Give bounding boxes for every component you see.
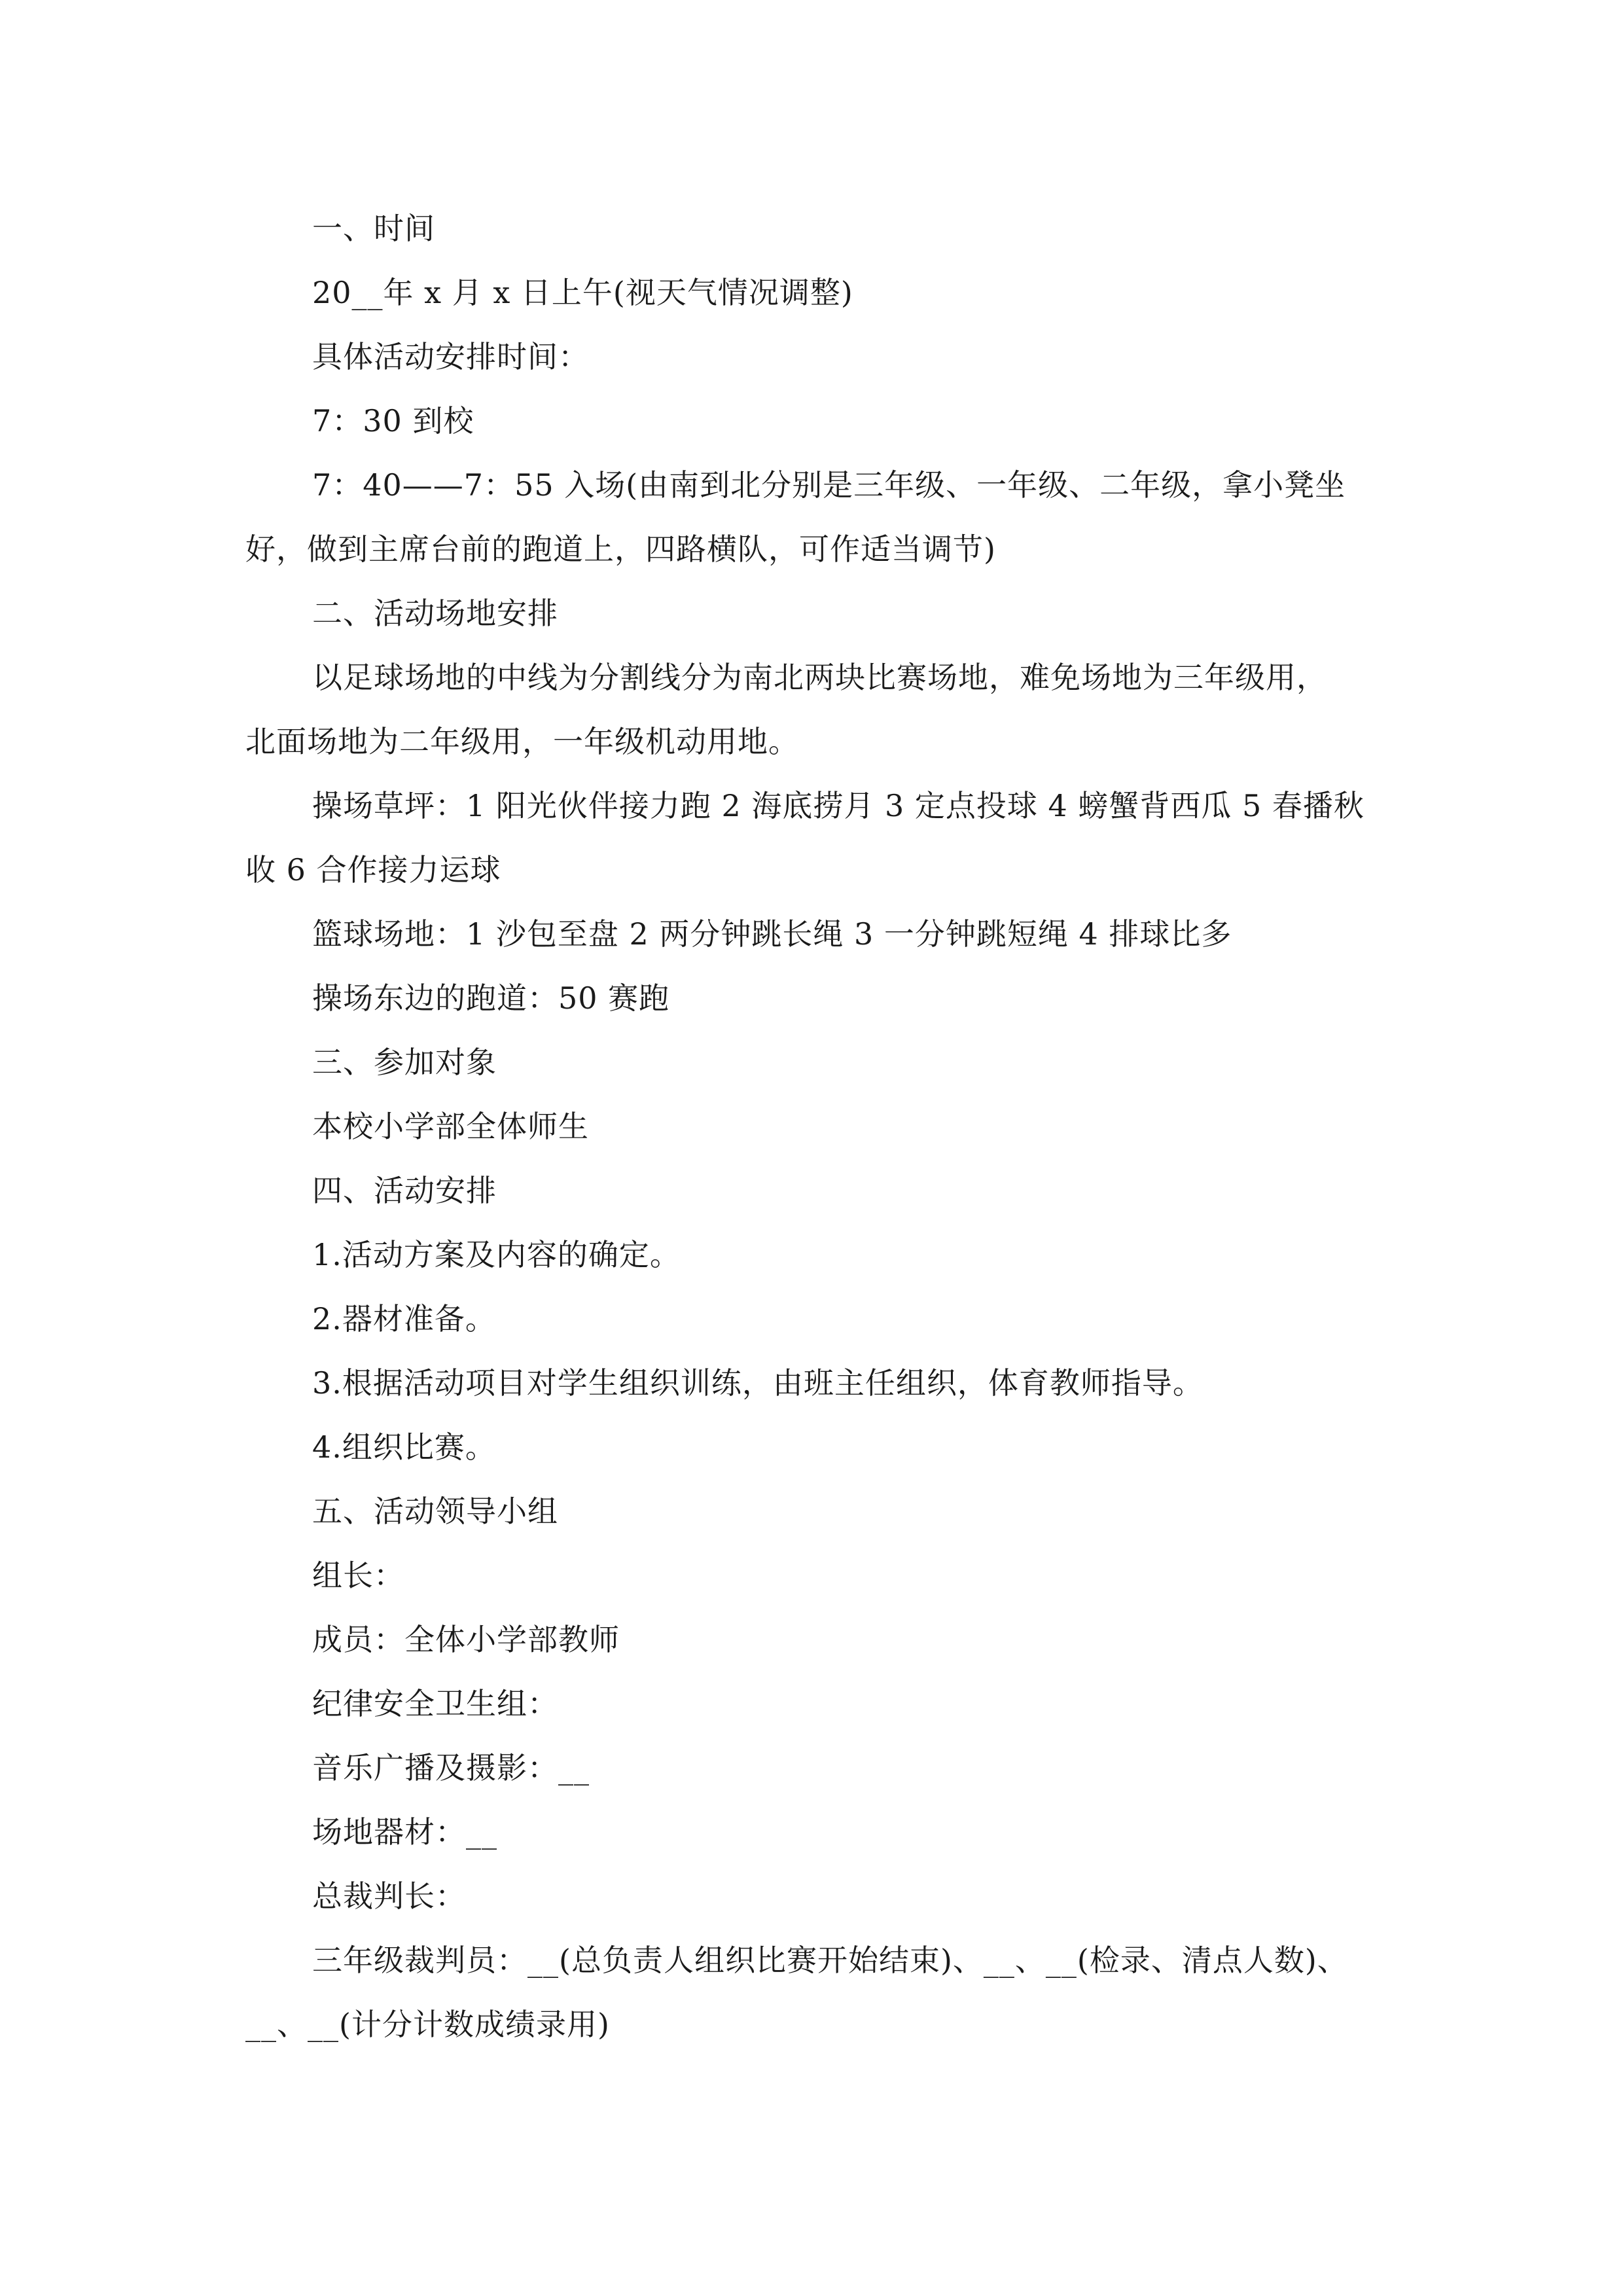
paragraph-track-events: 操场东边的跑道：50 赛跑 — [312, 980, 670, 1016]
paragraph-grade3-referees: 三年级裁判员：__(总负责人组织比赛开始结束)、__、__(检录、清点人数)、 __、__(计分计数成绩录用) — [245, 1943, 1348, 2042]
section-heading-participants: 三、参加对象 — [312, 1045, 497, 1080]
paragraph-discipline-group: 纪律安全卫生组： — [312, 1686, 558, 1721]
paragraph-entry: 7：40——7：55 入场(由南到北分别是三年级、一年级、二年级，拿小凳坐 好，做到主席台前的跑道上，四路横队，可作适当调节) — [245, 467, 1346, 567]
paragraph-lawn-events: 操场草坪：1 阳光伙伴接力跑 2 海底捞月 3 定点投球 4 螃蟹背西瓜 5 春播秋 收 6 合作接力运球 — [245, 788, 1364, 888]
paragraph-basketball-events: 篮球场地：1 沙包至盘 2 两分钟跳长绳 3 一分钟跳短绳 4 排球比多 — [312, 916, 1232, 952]
paragraph-equipment: 场地器材：__ — [312, 1814, 497, 1850]
paragraph-schedule-label: 具体活动安排时间： — [312, 339, 589, 374]
paragraph-members: 成员：全体小学部教师 — [312, 1622, 620, 1657]
paragraph-date: 20__年 x 月 x 日上午(视天气情况调整) — [312, 275, 853, 310]
list-item: 4.组织比赛。 — [312, 1429, 496, 1465]
paragraph-arrival: 7：30 到校 — [312, 403, 474, 439]
document-body — [245, 196, 1417, 2056]
paragraph-leader: 组长： — [312, 1558, 404, 1593]
list-item: 1.活动方案及内容的确定。 — [312, 1237, 681, 1272]
paragraph-venue-division: 以足球场地的中线为分割线分为南北两块比赛场地，难免场地为三年级用， 北面场地为二年级用，一年级机动用地。 — [245, 660, 1327, 759]
paragraph-chief-referee: 总裁判长： — [312, 1878, 466, 1914]
paragraph-participants: 本校小学部全体师生 — [312, 1109, 589, 1144]
section-heading-venue: 二、活动场地安排 — [312, 596, 558, 631]
list-item: 3.根据活动项目对学生组织训练，由班主任组织，体育教师指导。 — [312, 1365, 1204, 1401]
list-item: 2.器材准备。 — [312, 1301, 496, 1336]
section-heading-time: 一、时间 — [312, 211, 435, 246]
section-heading-arrangement: 四、活动安排 — [312, 1173, 497, 1208]
section-heading-leadership: 五、活动领导小组 — [312, 1494, 558, 1529]
paragraph-music-photo: 音乐广播及摄影：__ — [312, 1750, 590, 1785]
